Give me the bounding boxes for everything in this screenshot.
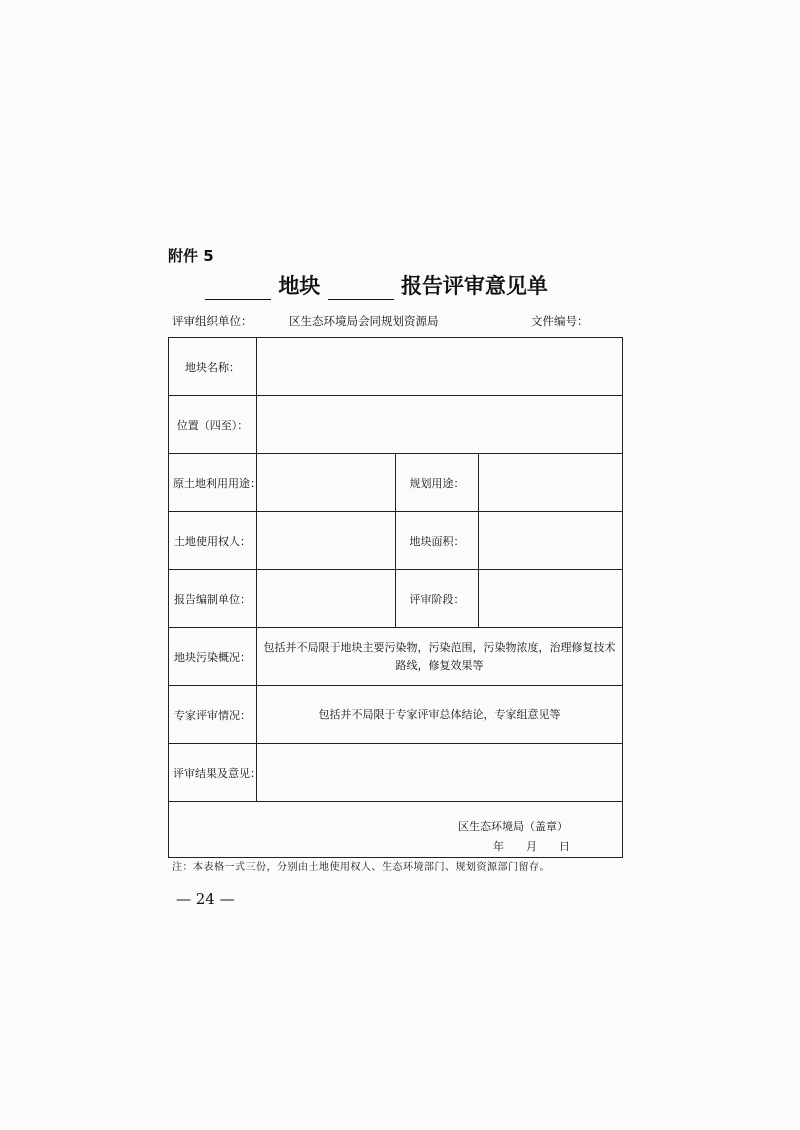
table-row (169, 338, 623, 396)
form-title (205, 270, 548, 300)
original-use-label: 原土地利用用途： (169, 454, 257, 512)
table-row (169, 686, 623, 744)
title-part-2: 报告评审意见单 (400, 274, 548, 298)
result-label: 评审结果及意见： (169, 744, 257, 802)
table-row (169, 744, 623, 802)
report-unit-label: 报告编制单位： (169, 570, 257, 628)
footnote: 注：本表格一式三份，分别由土地使用权人、生态环境部门、规划资源部门留存。 (172, 862, 550, 873)
date-label: 年 月 日 (493, 840, 570, 853)
land-user-label: 土地使用权人： (169, 512, 257, 570)
table-row (169, 396, 623, 454)
report-unit-field[interactable] (257, 570, 396, 628)
table-row (169, 512, 623, 570)
result-field[interactable] (257, 744, 623, 802)
review-stage-field[interactable] (479, 570, 623, 628)
signature-cell (169, 802, 623, 858)
table-row (169, 802, 623, 858)
pollution-label: 地块污染概况： (169, 628, 257, 686)
plot-area-label: 地块面积： (396, 512, 479, 570)
review-form-table (168, 337, 623, 858)
original-use-field[interactable] (257, 454, 396, 512)
planned-use-label: 规划用途： (396, 454, 479, 512)
attachment-label: 附件 5 (168, 247, 214, 265)
file-number-label: 文件编号： (531, 314, 589, 328)
page-number: — 24 — (176, 890, 235, 908)
table-row (169, 454, 623, 512)
pollution-note[interactable]: 包括并不局限于地块主要污染物，污染范围，污染物浓度，治理修复技术路线，修复效果等 (257, 628, 623, 686)
table-row (169, 628, 623, 686)
plot-name-label: 地块名称： (169, 338, 257, 396)
expert-review-label: 专家评审情况： (169, 686, 257, 744)
title-blank-1[interactable] (205, 279, 271, 300)
title-blank-2[interactable] (328, 279, 394, 300)
plot-area-field[interactable] (479, 512, 623, 570)
review-org-value: 区生态环境局会同规划资源局 (289, 314, 439, 328)
plot-name-field[interactable] (257, 338, 623, 396)
location-label: 位置（四至）： (169, 396, 257, 454)
review-stage-label: 评审阶段： (396, 570, 479, 628)
location-field[interactable] (257, 396, 623, 454)
title-part-1: 地块 (278, 274, 321, 298)
planned-use-field[interactable] (479, 454, 623, 512)
land-user-field[interactable] (257, 512, 396, 570)
stamp-label: 区生态环境局（盖章） (458, 820, 568, 833)
table-row (169, 570, 623, 628)
review-org-label: 评审组织单位： (172, 314, 253, 328)
expert-review-note[interactable]: 包括并不局限于专家评审总体结论，专家组意见等 (257, 686, 623, 744)
